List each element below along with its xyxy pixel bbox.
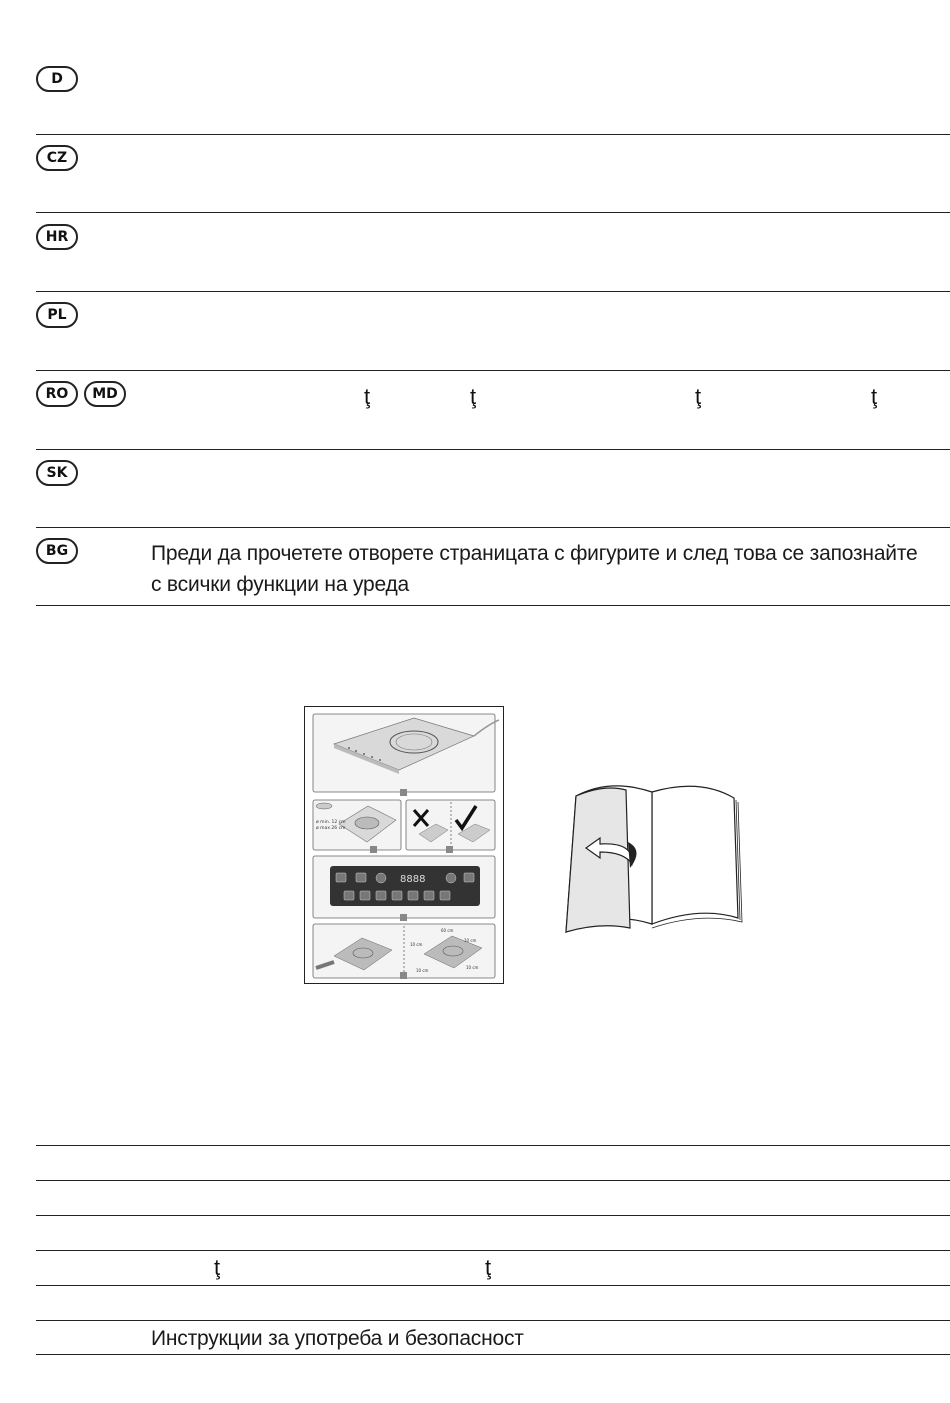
ro-glyph: ţ <box>214 1255 221 1280</box>
divider <box>36 1180 950 1181</box>
display-digits: 8888 <box>400 874 426 885</box>
language-badge-d: D <box>36 66 78 92</box>
bottom-title: Инструкции за употреба и безопасност <box>151 1327 524 1350</box>
language-badge-md: MD <box>84 381 126 407</box>
clearance-right-label: 10 cm <box>464 938 477 943</box>
language-badge-ro: RO <box>36 381 78 407</box>
clearance-back-label: 10 cm <box>466 965 479 970</box>
language-badge-hr: HR <box>36 224 78 250</box>
divider <box>36 1145 950 1146</box>
product-figures-thumbnail <box>304 706 504 984</box>
bg-instruction-line1: Преди да прочетете отворете страницата с фигурите и след това се запознайте <box>151 542 918 565</box>
ro-glyph: ţ <box>470 384 477 409</box>
divider <box>36 1250 950 1251</box>
divider <box>36 291 950 292</box>
clearance-front-label: 10 cm <box>416 968 429 973</box>
max-size-label: ø max 26 cm <box>316 826 346 831</box>
divider <box>36 449 950 450</box>
ro-glyph: ţ <box>485 1255 492 1280</box>
ro-glyph: ţ <box>695 384 702 409</box>
divider <box>36 1320 950 1321</box>
divider <box>36 527 950 528</box>
language-badge-bg: BG <box>36 538 78 564</box>
divider <box>36 212 950 213</box>
ro-glyph: ţ <box>364 384 371 409</box>
clearance-left-label: 10 cm <box>410 942 423 947</box>
clearance-top-label: 60 cm <box>441 928 454 933</box>
language-badge-pl: PL <box>36 302 78 328</box>
ro-glyph: ţ <box>871 384 878 409</box>
open-booklet-illustration <box>560 778 746 938</box>
language-badge-cz: CZ <box>36 145 78 171</box>
divider <box>36 1215 950 1216</box>
divider <box>36 1285 950 1286</box>
bg-instruction-line2: с всички функции на уреда <box>151 573 410 596</box>
divider <box>36 1354 950 1355</box>
min-size-label: ø min. 12 cm <box>316 820 346 825</box>
divider <box>36 134 950 135</box>
divider <box>36 370 950 371</box>
divider <box>36 605 950 606</box>
language-badge-sk: SK <box>36 460 78 486</box>
